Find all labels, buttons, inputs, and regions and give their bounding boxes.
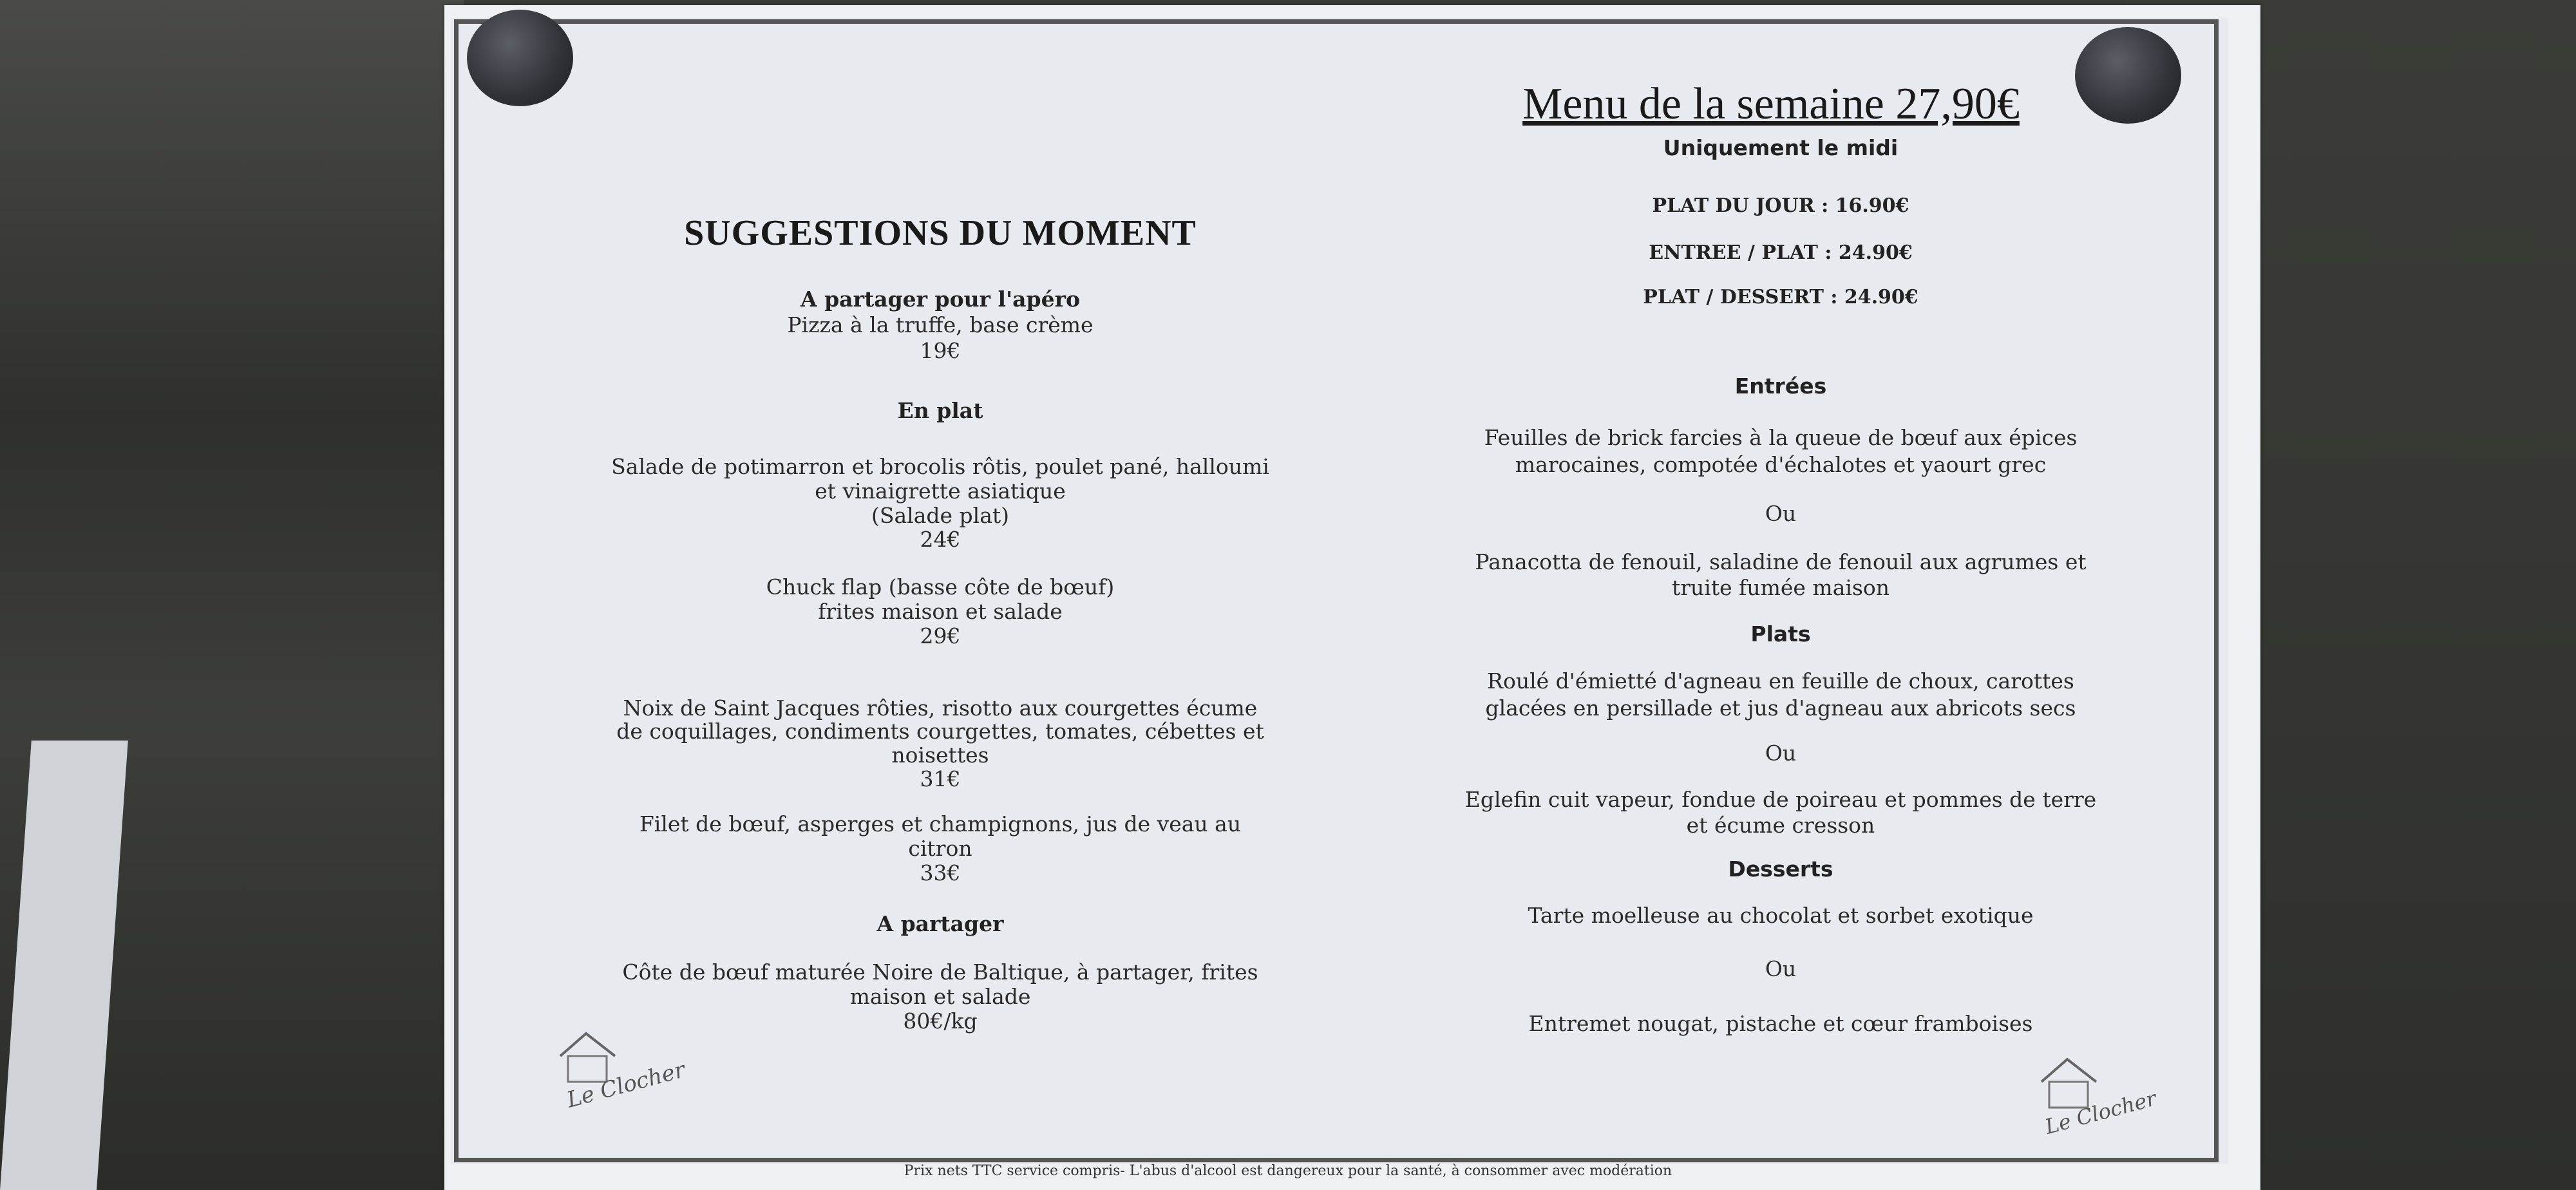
item3-price: 31€ <box>920 766 961 791</box>
dessert2: Entremet nougat, pistache et cœur framboises <box>1528 1011 2033 1036</box>
formula-entree-plat: ENTREE / PLAT : 24.90€ <box>1649 241 1913 264</box>
item3-line3: noisettes <box>891 742 989 768</box>
plat2-line2: et écume cresson <box>1686 813 1875 838</box>
item5-line2: maison et salade <box>849 984 1031 1009</box>
desserts-ou: Ou <box>1765 956 1797 981</box>
entree1-line1: Feuilles de brick farcies à la queue de bœuf aux épices <box>1484 425 2078 450</box>
item2-line1: Chuck flap (basse côte de bœuf) <box>766 574 1115 600</box>
entrees-ou: Ou <box>1765 501 1797 526</box>
item2-line2: frites maison et salade <box>818 599 1063 624</box>
formula-plat-dessert: PLAT / DESSERT : 24.90€ <box>1643 286 1918 308</box>
item1-line1: Salade de potimarron et brocolis rôtis, poulet pané, halloumi <box>611 454 1269 479</box>
menu-semaine-title: Menu de la semaine 27,90€ <box>1522 79 2020 129</box>
suggestions-column <box>580 0 1301 1095</box>
entree1-line2: marocaines, compotée d'échalotes et yaourt grec <box>1515 452 2047 477</box>
partager-heading: A partager <box>876 911 1004 936</box>
aperitif-heading: A partager pour l'apéro <box>800 287 1080 312</box>
restaurant-logo-right <box>2035 1046 2159 1156</box>
plats-ou: Ou <box>1765 741 1797 766</box>
item2-price: 29€ <box>920 623 961 648</box>
plat2-line1: Eglefin cuit vapeur, fondue de poireau et pommes de terre <box>1464 787 2097 812</box>
menu-subtitle: Uniquement le midi <box>1663 135 1899 160</box>
plat-heading: En plat <box>897 398 983 423</box>
item4-line1: Filet de bœuf, asperges et champignons, jus de veau au <box>639 811 1242 836</box>
svg-text:Le Clocher: Le Clocher <box>564 1057 688 1113</box>
aperitif-item: Pizza à la truffe, base crème <box>787 312 1094 337</box>
entrees-heading: Entrées <box>1734 373 1827 399</box>
magnet-left <box>467 10 573 106</box>
svg-text:Le Clocher: Le Clocher <box>2042 1086 2159 1140</box>
restaurant-logo-left <box>554 1017 688 1127</box>
plats-heading: Plats <box>1750 621 1811 647</box>
item4-price: 33€ <box>920 860 961 885</box>
item1-line2: et vinaigrette asiatique <box>815 478 1066 504</box>
dessert1: Tarte moelleuse au chocolat et sorbet exotique <box>1528 903 2034 928</box>
suggestions-title: SUGGESTIONS DU MOMENT <box>684 213 1197 253</box>
formula-plat-du-jour: PLAT DU JOUR : 16.90€ <box>1652 194 1909 217</box>
item3-line2: de coquillages, condiments courgettes, tomates, cébettes et <box>616 719 1264 744</box>
legal-footer: Prix nets TTC service compris- L'abus d'alcool est dangereux pour la santé, à consommer avec modération <box>904 1163 1672 1179</box>
item5-price: 80€/kg <box>903 1008 978 1034</box>
menu-semaine-column <box>1385 0 2177 1095</box>
item3-line1: Noix de Saint Jacques rôties, risotto aux courgettes écume <box>623 695 1258 721</box>
aperitif-price: 19€ <box>920 338 961 363</box>
entree2-line1: Panacotta de fenouil, saladine de fenouil aux agrumes et <box>1475 549 2087 574</box>
plat1-line2: glacées en persillade et jus d'agneau aux abricots secs <box>1485 695 2076 721</box>
item5-line1: Côte de bœuf maturée Noire de Baltique, à partager, frites <box>622 959 1258 985</box>
entree2-line2: truite fumée maison <box>1671 575 1889 600</box>
item1-price: 24€ <box>920 527 961 552</box>
item4-line2: citron <box>908 836 972 861</box>
item1-line3: (Salade plat) <box>871 503 1010 528</box>
desserts-heading: Desserts <box>1728 856 1833 882</box>
plat1-line1: Roulé d'émietté d'agneau en feuille de choux, carottes <box>1487 668 2074 694</box>
